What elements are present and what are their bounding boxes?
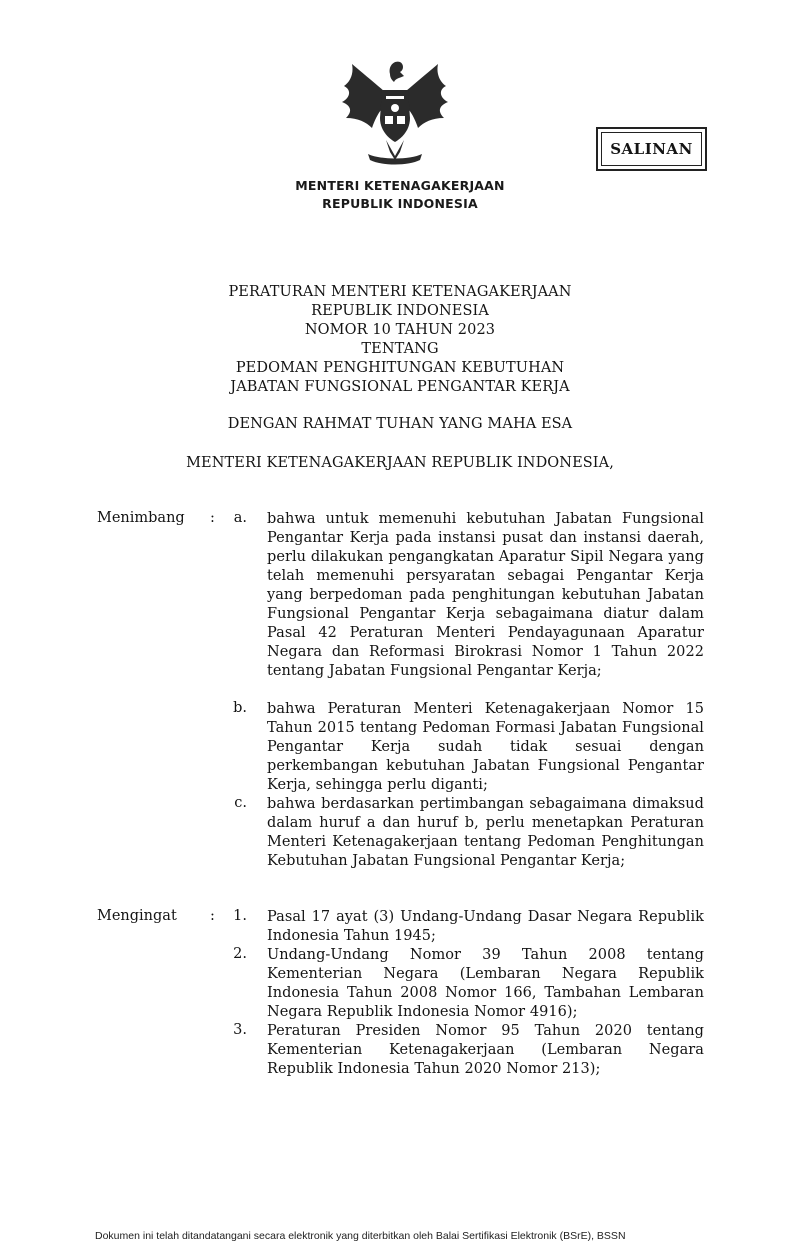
regulation-tentang: TENTANG — [361, 341, 439, 357]
ministry-name: MENTERI KETENAGAKERJAAN — [295, 178, 505, 193]
mengingat-item-3: Peraturan Presiden Nomor 95 Tahun 2020 tentang Kementerian Ketenagakerjaan (Lembaran Negara Republik Indonesia Tahun 2020 Nomor 213); — [267, 1023, 704, 1077]
regulation-subject-line1: PEDOMAN PENGHITUNGAN KEBUTUHAN — [235, 360, 565, 376]
mengingat-label: Mengingat — [97, 908, 177, 924]
salinan-stamp-label: SALINAN — [601, 132, 702, 166]
esignature-footer-note: Dokumen ini telah ditandatangani secara elektronik yang diterbitkan oleh Balai Sertifikasi Elektronik (BSrE), BSSN — [95, 1230, 626, 1242]
salinan-stamp — [596, 127, 707, 171]
menimbang-colon: : — [210, 510, 215, 526]
mengingat-colon: : — [210, 908, 215, 924]
garuda-emblem-icon — [330, 56, 460, 171]
menimbang-item-a: bahwa untuk memenuhi kebutuhan Jabatan Fungsional Pengantar Kerja pada instansi pusat dan instansi daerah, perlu dilakukan pengangkatan Aparatur Sipil Negara yang telah memenuhi persyaratan sebagai Pengantar Kerja yang berpedoman pada penghitungan kebutuhan Jabatan Fungsional Pengantar Kerja sebagaimana diatur dalam Pasal 42 Peraturan Menteri Pendayagunaan Aparatur Negara dan Reformasi Birokrasi Nomor 1 Tahun 2022 tentang Jabatan Fungsional Pengantar Kerja; — [267, 511, 704, 679]
regulation-country: REPUBLIK INDONESIA — [311, 303, 489, 319]
menimbang-label: Menimbang — [97, 510, 185, 526]
regulation-subject-line2: JABATAN FUNGSIONAL PENGANTAR KERJA — [230, 379, 570, 395]
mengingat-marker-1: 1. — [233, 908, 247, 924]
menimbang-marker-b: b. — [233, 700, 247, 716]
ministry-country: REPUBLIK INDONESIA — [322, 196, 478, 211]
menimbang-item-b: bahwa Peraturan Menteri Ketenagakerjaan Nomor 15 Tahun 2015 tentang Pedoman Formasi Jabatan Fungsional Pengantar Kerja sudah tidak sesuai dengan perkembangan kebutuhan Jabatan Fungsional Pengantar Kerja, sehingga perlu diganti; — [267, 701, 704, 793]
mengingat-item-1: Pasal 17 ayat (3) Undang-Undang Dasar Negara Republik Indonesia Tahun 1945; — [267, 909, 704, 944]
blessing-line: DENGAN RAHMAT TUHAN YANG MAHA ESA — [227, 416, 573, 432]
regulation-type: PERATURAN MENTERI KETENAGAKERJAAN — [228, 284, 572, 300]
menimbang-item-c: bahwa berdasarkan pertimbangan sebagaimana dimaksud dalam huruf a dan huruf b, perlu menetapkan Peraturan Menteri Ketenagakerjaan tentang Pedoman Penghitungan Kebutuhan Jabatan Fungsional Pengantar Kerja; — [267, 796, 704, 869]
mengingat-marker-3: 3. — [233, 1022, 247, 1038]
menimbang-marker-a: a. — [233, 510, 247, 526]
regulation-number: NOMOR 10 TAHUN 2023 — [304, 322, 496, 338]
mengingat-item-2: Undang-Undang Nomor 39 Tahun 2008 tentang Kementerian Negara (Lembaran Negara Republik Indonesia Tahun 2008 Nomor 166, Tambahan Lembaran Negara Republik Indonesia Nomor 4916); — [267, 947, 704, 1020]
menimbang-marker-c: c. — [234, 795, 247, 811]
mengingat-marker-2: 2. — [233, 946, 247, 962]
issuer-line: MENTERI KETENAGAKERJAAN REPUBLIK INDONESIA, — [186, 455, 614, 471]
